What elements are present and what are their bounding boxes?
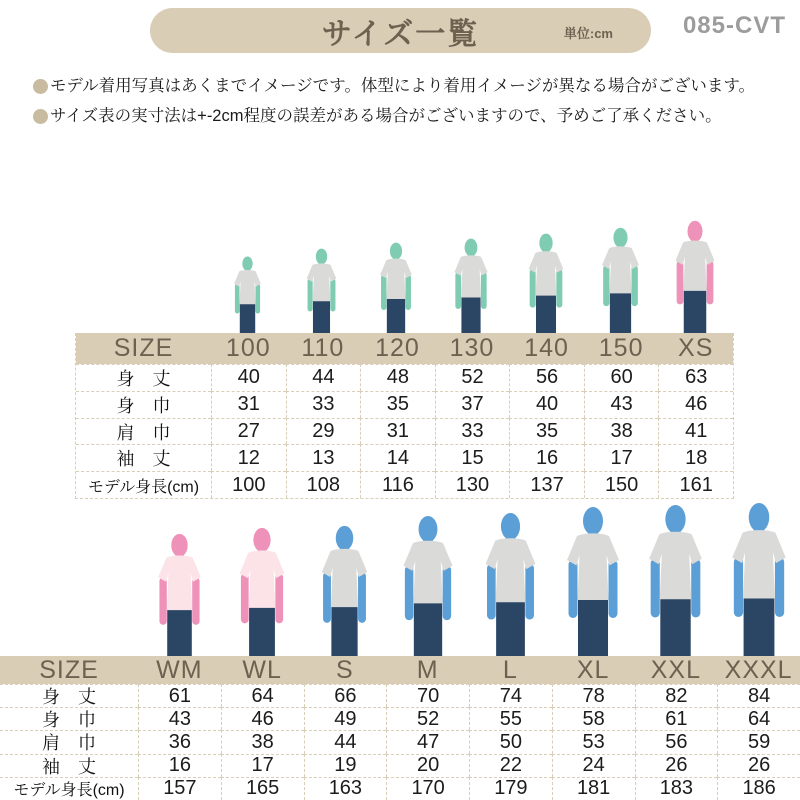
measure-value-100: 27: [211, 418, 286, 445]
measure-value-130: 130: [435, 471, 510, 498]
measure-value-M: 52: [386, 707, 469, 730]
measure-value-120: 31: [360, 418, 435, 445]
size-column-header-WM: WM: [138, 656, 221, 684]
measure-value-L: 22: [469, 754, 552, 777]
size-header-cell: SIZE: [76, 333, 211, 364]
measure-value-110: 44: [286, 364, 361, 391]
measure-label: 肩 巾: [76, 418, 211, 445]
model-figure-120: [374, 242, 418, 333]
bullet-icon: [33, 109, 48, 124]
kids-size-table: [75, 333, 734, 499]
measure-value-XL: 78: [552, 684, 635, 707]
measure-label: モデル身長(cm): [76, 471, 211, 498]
measure-value-WL: 38: [221, 730, 304, 753]
measure-value-XS: 18: [658, 444, 733, 471]
measure-value-XXXL: 26: [717, 754, 800, 777]
measure-label: モデル身長(cm): [0, 777, 138, 800]
measure-value-140: 137: [509, 471, 584, 498]
size-column-header-L: L: [469, 656, 552, 684]
measure-label: 身 巾: [76, 391, 211, 418]
measure-value-110: 33: [286, 391, 361, 418]
measure-value-XXL: 56: [635, 730, 718, 753]
measure-value-XXL: 26: [635, 754, 718, 777]
size-column-header-100: 100: [211, 333, 286, 364]
size-column-header-XL: XL: [552, 656, 635, 684]
size-column-header-120: 120: [360, 333, 435, 364]
model-figure-XXL: [639, 504, 712, 656]
measure-value-XL: 24: [552, 754, 635, 777]
measure-value-XL: 58: [552, 707, 635, 730]
page-title: サイズ一覧: [321, 17, 480, 51]
measure-value-XS: 161: [658, 471, 733, 498]
measure-value-XL: 181: [552, 777, 635, 800]
model-figure-150: [595, 227, 646, 333]
measure-value-140: 40: [509, 391, 584, 418]
measure-value-S: 19: [304, 754, 387, 777]
measure-value-L: 74: [469, 684, 552, 707]
measure-value-110: 29: [286, 418, 361, 445]
size-column-header-110: 110: [286, 333, 361, 364]
measure-value-S: 49: [304, 707, 387, 730]
measure-value-WM: 43: [138, 707, 221, 730]
measure-value-S: 66: [304, 684, 387, 707]
measure-value-M: 170: [386, 777, 469, 800]
model-figure-140: [522, 233, 570, 333]
measure-value-100: 100: [211, 471, 286, 498]
measure-value-XXL: 82: [635, 684, 718, 707]
size-column-header-S: S: [304, 656, 387, 684]
measure-value-120: 14: [360, 444, 435, 471]
measure-value-150: 38: [584, 418, 659, 445]
measure-value-WM: 36: [138, 730, 221, 753]
measure-value-150: 17: [584, 444, 659, 471]
model-figure-M: [394, 515, 462, 656]
measure-value-XXXL: 84: [717, 684, 800, 707]
size-column-header-XS: XS: [658, 333, 733, 364]
measure-value-140: 56: [509, 364, 584, 391]
measure-value-WL: 165: [221, 777, 304, 800]
measure-value-XXXL: 186: [717, 777, 800, 800]
size-column-header-XXXL: XXXL: [717, 656, 800, 684]
size-column-header-150: 150: [584, 333, 659, 364]
note-text: サイズ表の実寸法は+-2cm程度の誤差がある場合がございますので、予めご了承ください。: [50, 107, 722, 125]
model-figure-XL: [557, 506, 629, 656]
model-figure-130: [448, 238, 494, 333]
size-column-header-WL: WL: [221, 656, 304, 684]
measure-value-110: 108: [286, 471, 361, 498]
measure-label: 身 丈: [0, 684, 138, 707]
model-figure-XXXL: [722, 502, 796, 656]
measure-value-100: 31: [211, 391, 286, 418]
measure-value-120: 48: [360, 364, 435, 391]
measure-value-WL: 17: [221, 754, 304, 777]
measure-value-140: 35: [509, 418, 584, 445]
measure-value-M: 47: [386, 730, 469, 753]
measure-value-WM: 157: [138, 777, 221, 800]
measure-value-L: 55: [469, 707, 552, 730]
measure-value-130: 37: [435, 391, 510, 418]
note-text: モデル着用写真はあくまでイメージです。体型により着用イメージが異なる場合がございます。: [50, 77, 756, 95]
measure-value-130: 52: [435, 364, 510, 391]
model-figure-XS: [668, 220, 722, 333]
measure-value-L: 50: [469, 730, 552, 753]
measure-value-XXXL: 64: [717, 707, 800, 730]
title-pill: [150, 8, 651, 53]
unit-label: 単位:cm: [563, 25, 613, 41]
size-header-cell: SIZE: [0, 656, 138, 684]
note-line: [33, 106, 793, 127]
measure-value-S: 163: [304, 777, 387, 800]
model-figure-110: [301, 248, 342, 333]
measure-value-XS: 46: [658, 391, 733, 418]
measure-value-130: 15: [435, 444, 510, 471]
measure-value-WL: 46: [221, 707, 304, 730]
measure-value-140: 16: [509, 444, 584, 471]
measure-value-XS: 63: [658, 364, 733, 391]
measure-label: 身 巾: [0, 707, 138, 730]
measure-value-XL: 53: [552, 730, 635, 753]
measure-value-WL: 64: [221, 684, 304, 707]
bullet-icon: [33, 79, 48, 94]
measure-value-120: 116: [360, 471, 435, 498]
size-column-header-M: M: [386, 656, 469, 684]
size-column-header-XXL: XXL: [635, 656, 718, 684]
model-figure-100: [229, 256, 266, 333]
product-code: 085-CVT: [682, 12, 786, 39]
measure-label: 袖 丈: [0, 754, 138, 777]
model-figure-WL: [231, 527, 293, 656]
measure-value-XXXL: 59: [717, 730, 800, 753]
measure-value-M: 20: [386, 754, 469, 777]
adults-size-table: [0, 656, 800, 800]
measure-value-150: 60: [584, 364, 659, 391]
measure-value-XS: 41: [658, 418, 733, 445]
measure-value-XXL: 61: [635, 707, 718, 730]
measure-value-XXL: 183: [635, 777, 718, 800]
measure-value-WM: 16: [138, 754, 221, 777]
measure-label: 袖 丈: [76, 444, 211, 471]
model-figure-S: [313, 525, 376, 656]
model-figure-WM: [150, 533, 209, 656]
note-line: [33, 76, 793, 97]
measure-value-L: 179: [469, 777, 552, 800]
measure-label: 身 丈: [76, 364, 211, 391]
notes: [33, 76, 793, 136]
size-column-header-140: 140: [509, 333, 584, 364]
measure-value-120: 35: [360, 391, 435, 418]
measure-value-130: 33: [435, 418, 510, 445]
model-figure-L: [476, 512, 545, 656]
measure-value-150: 150: [584, 471, 659, 498]
measure-value-100: 12: [211, 444, 286, 471]
measure-value-WM: 61: [138, 684, 221, 707]
measure-value-150: 43: [584, 391, 659, 418]
measure-value-M: 70: [386, 684, 469, 707]
measure-value-110: 13: [286, 444, 361, 471]
measure-label: 肩 巾: [0, 730, 138, 753]
size-column-header-130: 130: [435, 333, 510, 364]
measure-value-S: 44: [304, 730, 387, 753]
measure-value-100: 40: [211, 364, 286, 391]
